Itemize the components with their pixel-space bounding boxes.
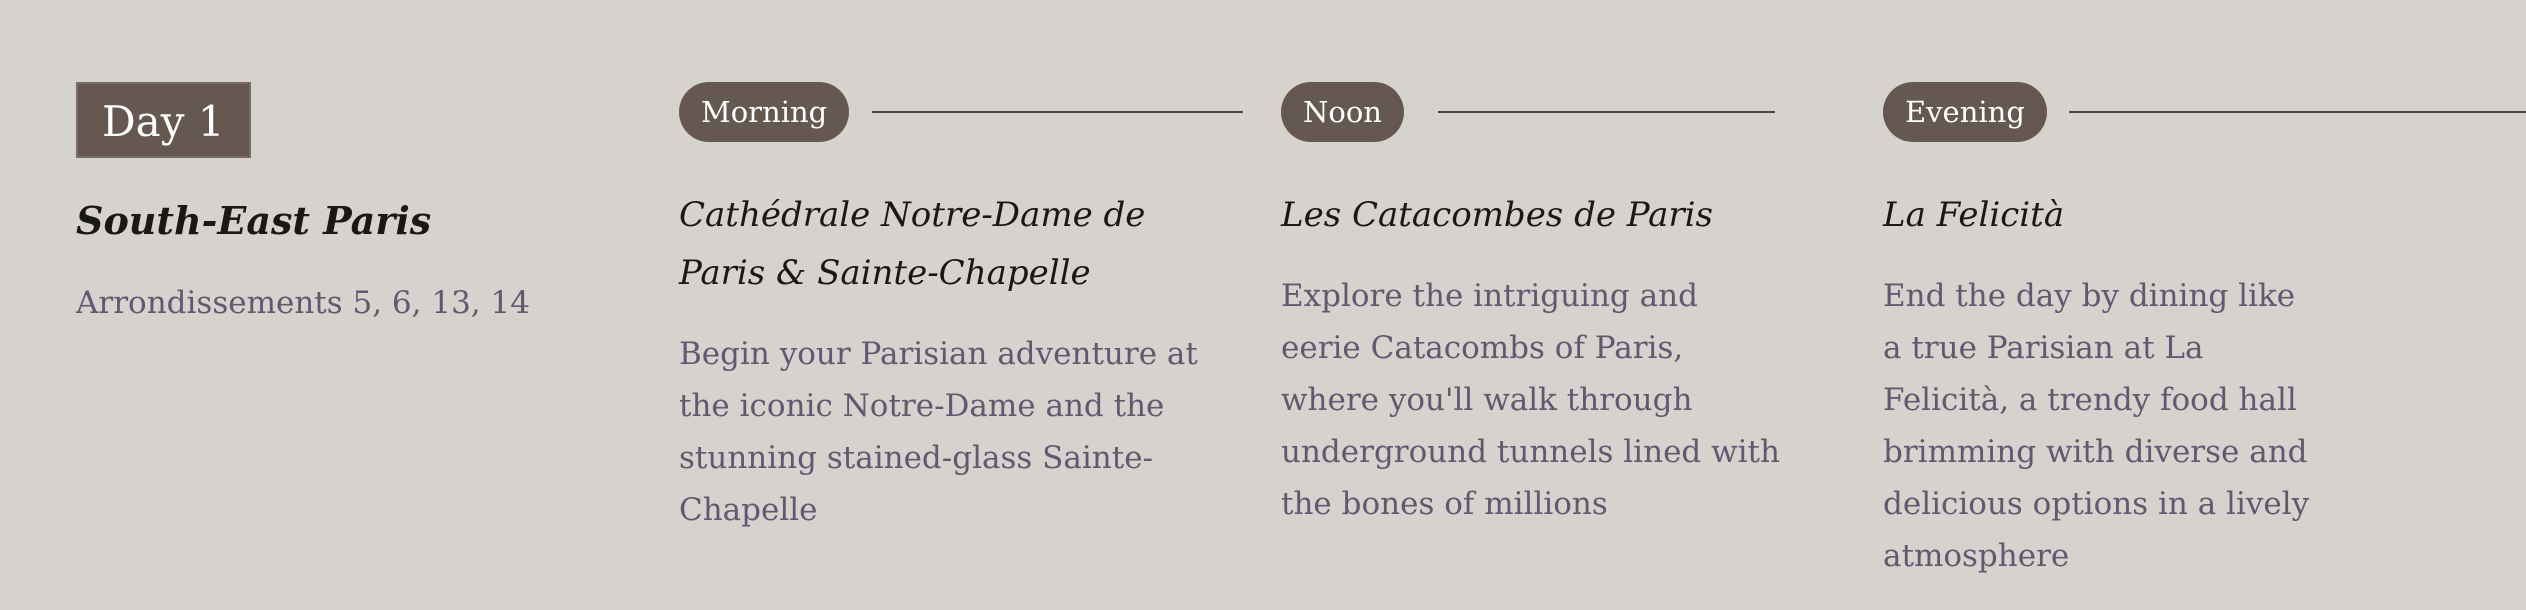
slot-title: Les Catacombes de Paris	[1281, 195, 1713, 235]
slot-header	[1883, 82, 2453, 142]
day-badge: Day 1	[76, 82, 251, 158]
slot-description: Begin your Parisian adventure at the iconic Notre-Dame and the stunning stained-glass Sainte-Chapelle	[679, 336, 1198, 528]
time-slot-morning	[679, 82, 1239, 536]
day-summary	[76, 82, 596, 321]
slot-header	[1281, 82, 1781, 142]
slot-header	[679, 82, 1239, 142]
day-title: South-East Paris	[76, 198, 432, 243]
slot-title: La Felicità	[1883, 195, 2065, 235]
slot-description: End the day by dining like a true Parisian at La Felicità, a trendy food hall brimming with diverse and delicious options in a lively atmosphere	[1883, 278, 2310, 574]
time-slot-evening	[1883, 82, 2453, 582]
slot-divider-line	[1438, 111, 1775, 113]
slot-label-pill: Morning	[679, 82, 849, 142]
slot-description: Explore the intriguing and eerie Catacombs of Paris, where you'll walk through underground tunnels lined with the bones of millions	[1281, 278, 1780, 522]
day-subtitle: Arrondissements 5, 6, 13, 14	[76, 285, 530, 321]
slot-divider-line	[2069, 111, 2526, 113]
slot-label-pill: Evening	[1883, 82, 2047, 142]
time-slot-noon	[1281, 82, 1781, 530]
slot-title: Cathédrale Notre-Dame de Paris & Sainte-Chapelle	[679, 195, 1146, 293]
slot-divider-line	[872, 111, 1243, 113]
slot-label-pill: Noon	[1281, 82, 1404, 142]
